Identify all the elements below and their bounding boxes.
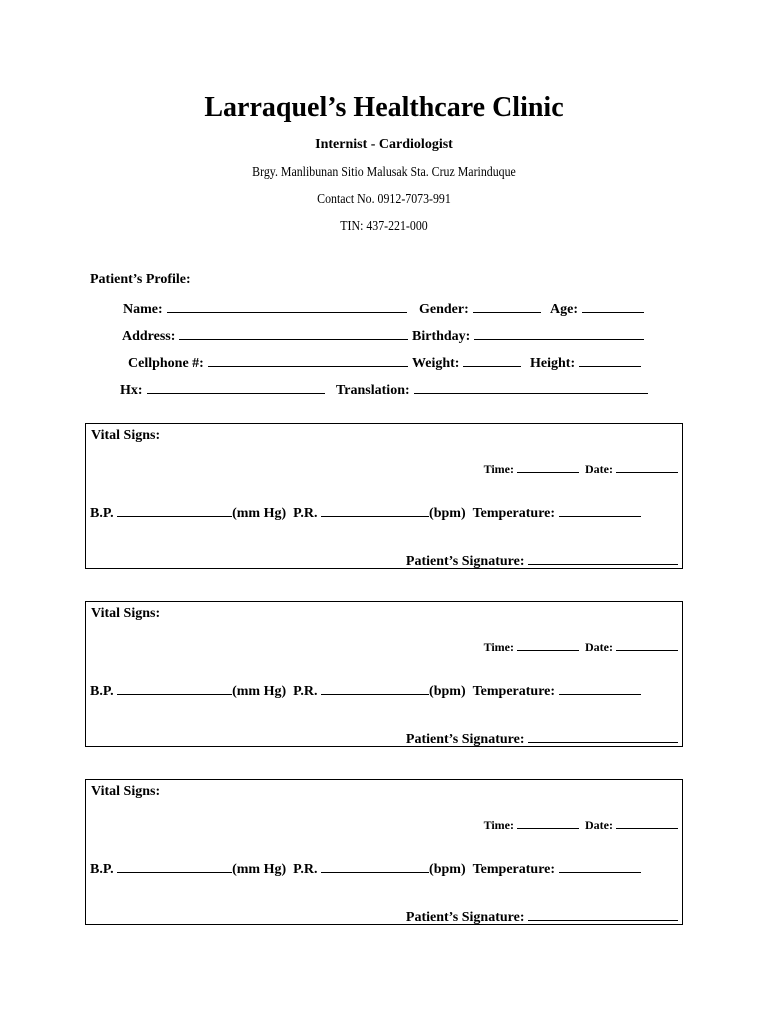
time-line[interactable] bbox=[517, 460, 579, 473]
age-label: Age: bbox=[550, 302, 578, 317]
time-label: Time: bbox=[483, 640, 515, 654]
bp-unit: (mm Hg) bbox=[232, 862, 287, 877]
pr-unit: (bpm) bbox=[429, 684, 466, 699]
pr-line[interactable] bbox=[321, 860, 429, 873]
signature-row bbox=[406, 908, 678, 926]
height-line[interactable] bbox=[579, 352, 641, 367]
temperature-label: Temperature: bbox=[472, 862, 556, 877]
time-label: Time: bbox=[483, 462, 515, 476]
signature-row bbox=[406, 730, 678, 748]
date-label: Date: bbox=[585, 640, 613, 654]
pr-unit: (bpm) bbox=[429, 862, 466, 877]
clinic-specialty: Internist - Cardiologist bbox=[315, 137, 453, 152]
translation-line[interactable] bbox=[414, 379, 648, 394]
gender-field[interactable] bbox=[419, 298, 541, 318]
time-date-row bbox=[484, 638, 678, 655]
bp-label: B.P. bbox=[90, 684, 114, 699]
time-date-row bbox=[484, 460, 678, 477]
cellphone-line[interactable] bbox=[208, 352, 408, 367]
address-label: Address: bbox=[122, 329, 176, 344]
clinic-contact: Contact No. 0912-7073-991 bbox=[317, 191, 451, 206]
signature-row bbox=[406, 552, 678, 570]
pr-line[interactable] bbox=[321, 682, 429, 695]
cellphone-field[interactable] bbox=[128, 352, 408, 372]
time-label: Time: bbox=[483, 818, 515, 832]
temperature-label: Temperature: bbox=[472, 506, 556, 521]
vital-signs-box bbox=[85, 779, 683, 925]
gender-line[interactable] bbox=[473, 298, 541, 313]
temperature-line[interactable] bbox=[559, 860, 641, 873]
age-line[interactable] bbox=[582, 298, 644, 313]
time-line[interactable] bbox=[517, 816, 579, 829]
bp-line[interactable] bbox=[117, 504, 232, 517]
vital-signs-heading: Vital Signs: bbox=[91, 606, 161, 621]
date-label: Date: bbox=[585, 818, 613, 832]
bp-label: B.P. bbox=[90, 862, 114, 877]
date-label: Date: bbox=[585, 462, 613, 476]
bp-unit: (mm Hg) bbox=[232, 684, 287, 699]
vital-signs-heading: Vital Signs: bbox=[91, 428, 161, 443]
signature-label: Patient’s Signature: bbox=[405, 910, 525, 925]
vital-signs-box bbox=[85, 601, 683, 747]
cellphone-label: Cellphone #: bbox=[128, 356, 204, 371]
time-line[interactable] bbox=[517, 638, 579, 651]
hx-line[interactable] bbox=[147, 379, 325, 394]
clinic-address: Brgy. Manlibunan Sitio Malusak Sta. Cruz Marinduque bbox=[252, 164, 516, 179]
weight-label: Weight: bbox=[412, 356, 460, 371]
temperature-line[interactable] bbox=[559, 682, 641, 695]
time-date-row bbox=[484, 816, 678, 833]
weight-field[interactable] bbox=[412, 352, 521, 372]
translation-field[interactable] bbox=[336, 379, 648, 399]
weight-line[interactable] bbox=[463, 352, 521, 367]
bp-label: B.P. bbox=[90, 506, 114, 521]
signature-label: Patient’s Signature: bbox=[405, 554, 525, 569]
gender-label: Gender: bbox=[419, 302, 469, 317]
address-line[interactable] bbox=[179, 325, 408, 340]
bp-unit: (mm Hg) bbox=[232, 506, 287, 521]
vitals-row bbox=[90, 504, 641, 522]
bp-line[interactable] bbox=[117, 682, 232, 695]
vitals-row bbox=[90, 682, 641, 700]
age-field[interactable] bbox=[550, 298, 644, 318]
address-field[interactable] bbox=[122, 325, 408, 345]
vitals-row bbox=[90, 860, 641, 878]
temperature-label: Temperature: bbox=[472, 684, 556, 699]
vital-signs-heading: Vital Signs: bbox=[91, 784, 161, 799]
pr-line[interactable] bbox=[321, 504, 429, 517]
birthday-line[interactable] bbox=[474, 325, 644, 340]
clinic-tin: TIN: 437-221-000 bbox=[340, 218, 428, 233]
name-field[interactable] bbox=[123, 298, 407, 318]
name-line[interactable] bbox=[167, 298, 407, 313]
profile-heading: Patient’s Profile: bbox=[90, 272, 191, 287]
hx-field[interactable] bbox=[120, 379, 325, 399]
birthday-label: Birthday: bbox=[412, 329, 471, 344]
signature-line[interactable] bbox=[528, 730, 678, 743]
birthday-field[interactable] bbox=[412, 325, 644, 345]
pr-label: P.R. bbox=[293, 506, 318, 521]
pr-label: P.R. bbox=[293, 684, 318, 699]
temperature-line[interactable] bbox=[559, 504, 641, 517]
date-line[interactable] bbox=[616, 816, 678, 829]
signature-line[interactable] bbox=[528, 552, 678, 565]
bp-line[interactable] bbox=[117, 860, 232, 873]
height-field[interactable] bbox=[530, 352, 641, 372]
clinic-name: Larraquel’s Healthcare Clinic bbox=[204, 92, 564, 123]
translation-label: Translation: bbox=[336, 383, 410, 398]
date-line[interactable] bbox=[616, 460, 678, 473]
hx-label: Hx: bbox=[120, 383, 143, 398]
height-label: Height: bbox=[530, 356, 576, 371]
date-line[interactable] bbox=[616, 638, 678, 651]
name-label: Name: bbox=[123, 302, 163, 317]
signature-line[interactable] bbox=[528, 908, 678, 921]
pr-label: P.R. bbox=[293, 862, 318, 877]
vital-signs-box bbox=[85, 423, 683, 569]
pr-unit: (bpm) bbox=[429, 506, 466, 521]
signature-label: Patient’s Signature: bbox=[405, 732, 525, 747]
